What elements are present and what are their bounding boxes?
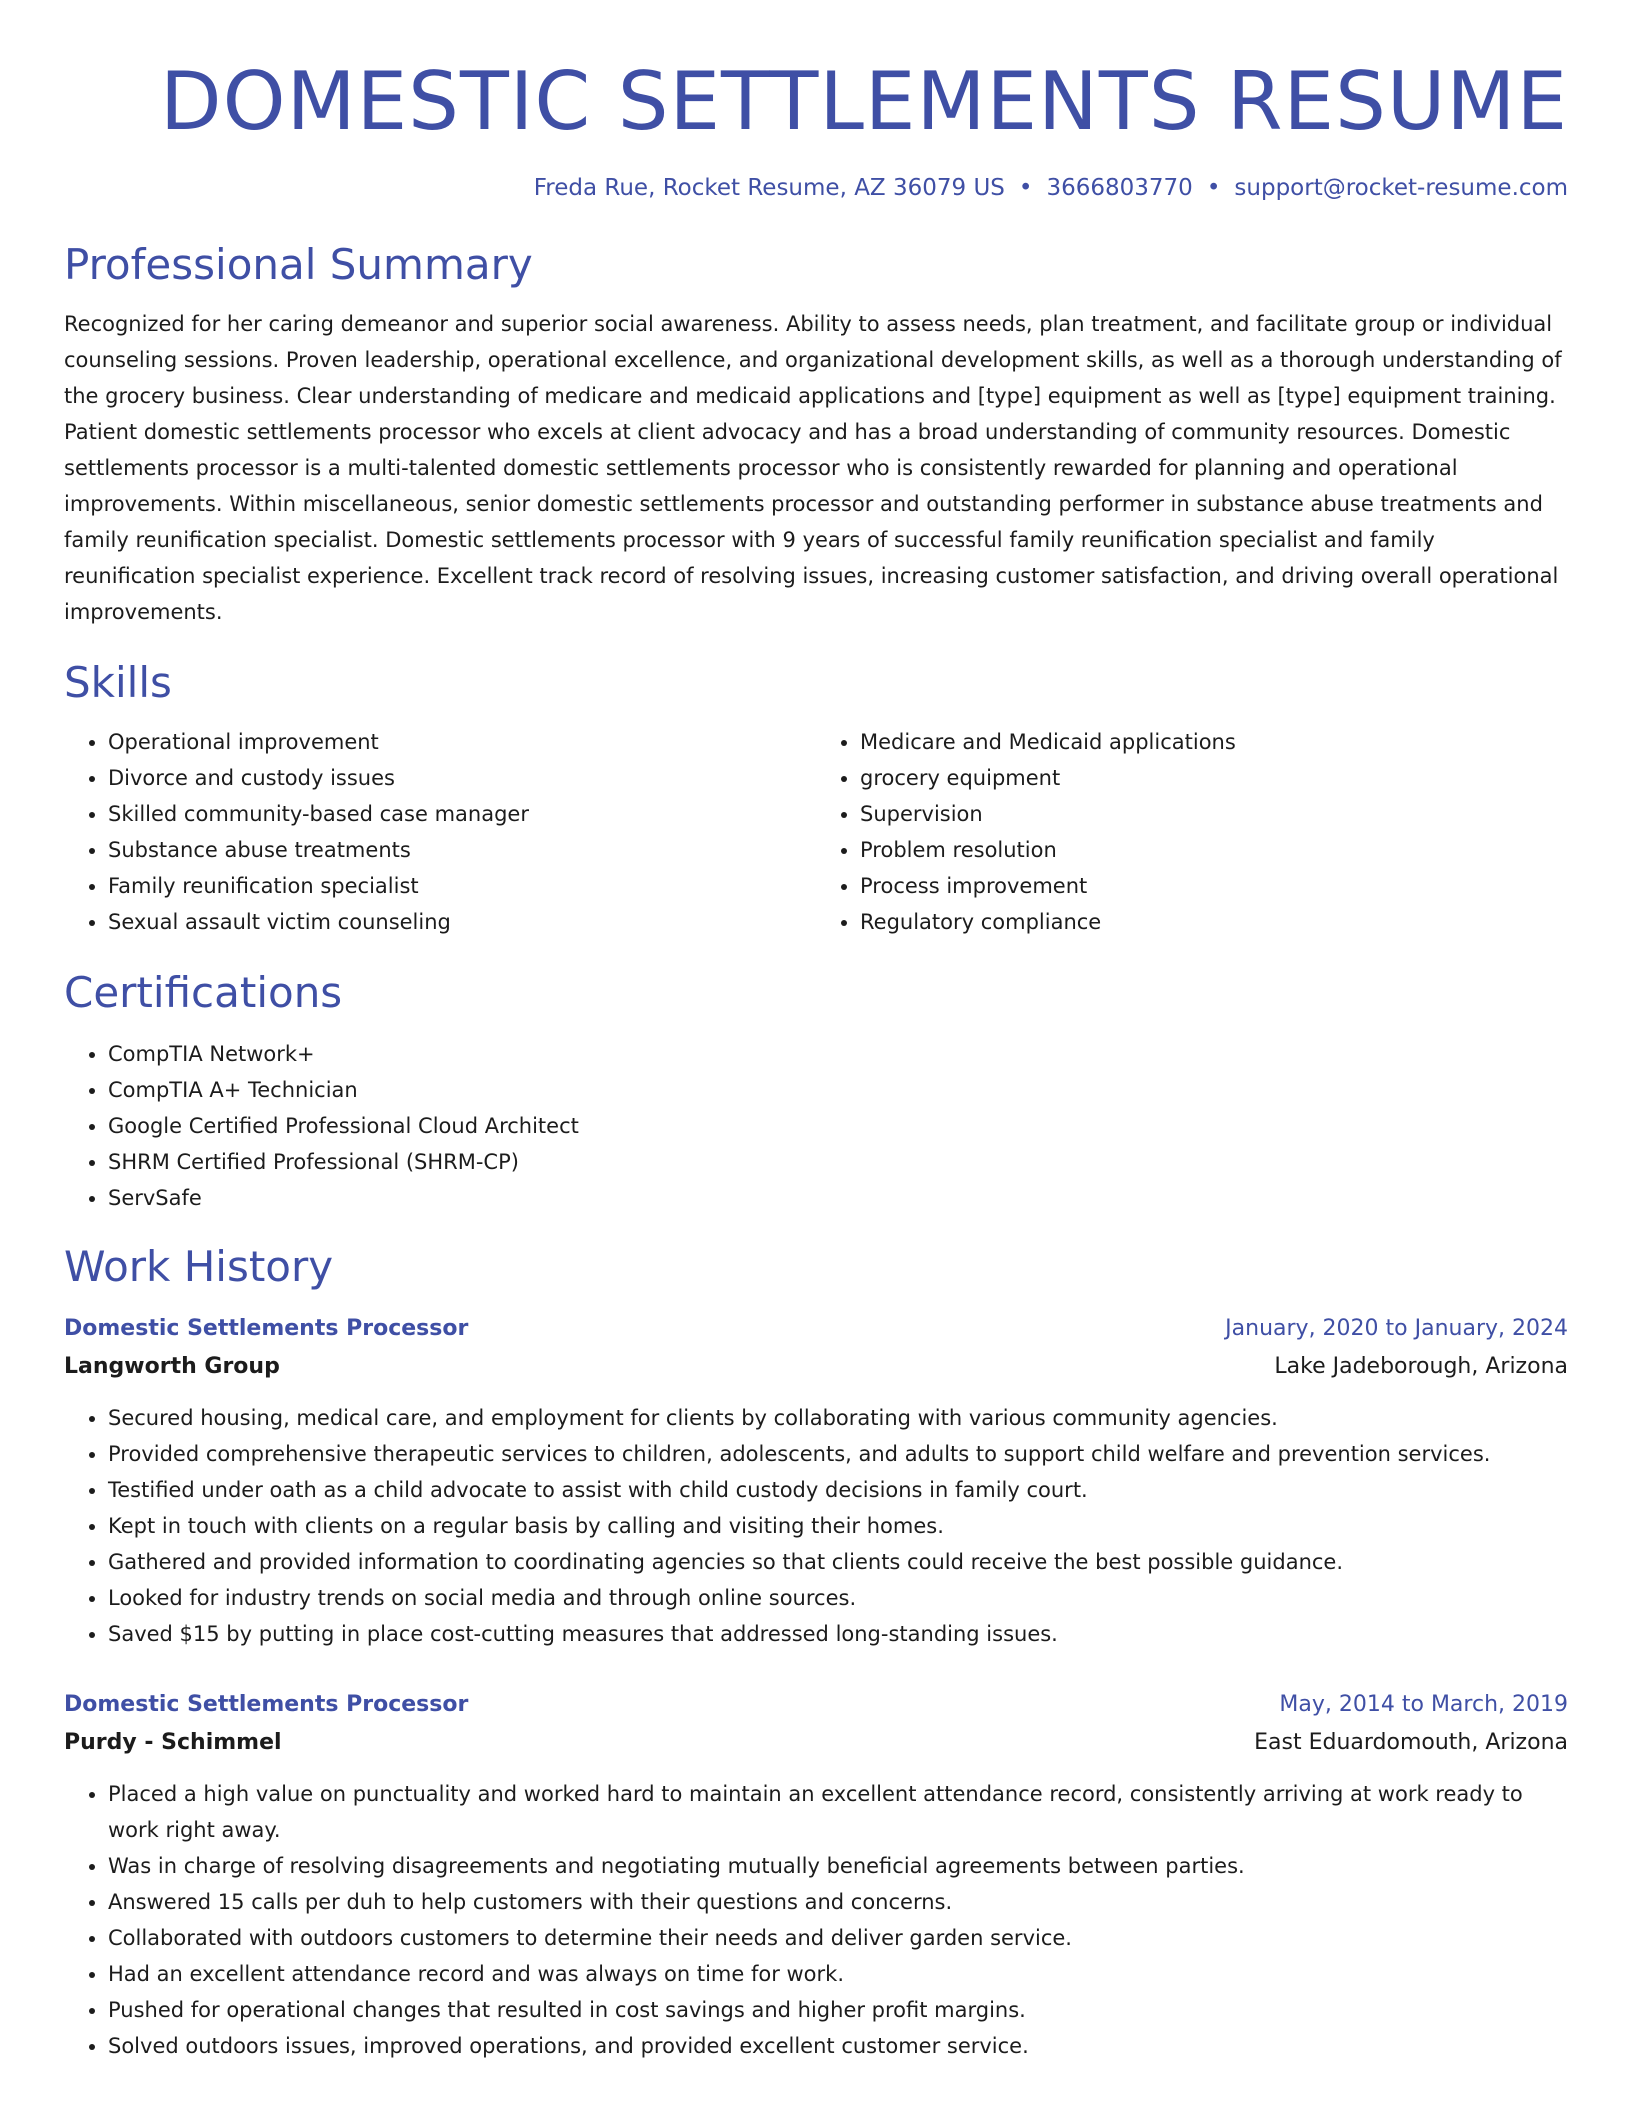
contact-separator: • bbox=[1206, 175, 1221, 201]
skill-item: • Divorce and custody issues bbox=[108, 760, 816, 796]
skill-item: • Substance abuse treatments bbox=[108, 832, 816, 868]
contact-address: Freda Rue, Rocket Resume, AZ 36079 US bbox=[533, 175, 1005, 201]
job-bullets bbox=[64, 1776, 1568, 2064]
certification-item: • ServSafe bbox=[108, 1180, 1568, 1216]
skill-item: • Process improvement bbox=[860, 868, 1568, 904]
job-bullet: • Provided comprehensive therapeutic services to children, adolescents, and adults to support child welfare and prevention services. bbox=[108, 1436, 1568, 1472]
certification-item: • Google Certified Professional Cloud Architect bbox=[108, 1108, 1568, 1144]
skills-list-left bbox=[64, 724, 816, 940]
skill-item: • Supervision bbox=[860, 796, 1568, 832]
certifications-heading: Certifications bbox=[64, 968, 343, 1017]
job-bullet: • Had an excellent attendance record and was always on time for work. bbox=[108, 1956, 1568, 1992]
summary-heading: Professional Summary bbox=[64, 240, 533, 289]
skill-item: • Problem resolution bbox=[860, 832, 1568, 868]
job-title: Domestic Settlements Processor bbox=[64, 1692, 469, 1717]
job-dates: January, 2020 to January, 2024 bbox=[1225, 1316, 1568, 1341]
job-dates: May, 2014 to March, 2019 bbox=[1279, 1692, 1568, 1717]
skill-item: • Sexual assault victim counseling bbox=[108, 904, 816, 940]
job-header-row bbox=[64, 1686, 1568, 1724]
contact-phone: 3666803770 bbox=[1046, 175, 1193, 201]
job-entry bbox=[64, 1310, 1568, 1652]
skill-item: • Operational improvement bbox=[108, 724, 816, 760]
certification-item: • SHRM Certified Professional (SHRM-CP) bbox=[108, 1144, 1568, 1180]
job-bullet: • Testified under oath as a child advocate to assist with child custody decisions in family court. bbox=[108, 1472, 1568, 1508]
certification-item: • CompTIA Network+ bbox=[108, 1036, 1568, 1072]
job-title: Domestic Settlements Processor bbox=[64, 1316, 469, 1341]
job-bullet: • Kept in touch with clients on a regular basis by calling and visiting their homes. bbox=[108, 1508, 1568, 1544]
job-company: Langworth Group bbox=[64, 1354, 280, 1379]
contact-line bbox=[64, 172, 1568, 204]
certification-item: • CompTIA A+ Technician bbox=[108, 1072, 1568, 1108]
skill-item: • Family reunification specialist bbox=[108, 868, 816, 904]
job-company-row bbox=[64, 1348, 1568, 1386]
skill-item: • Medicare and Medicaid applications bbox=[860, 724, 1568, 760]
job-bullet: • Solved outdoors issues, improved operations, and provided excellent customer service. bbox=[108, 2028, 1568, 2064]
skill-item: • grocery equipment bbox=[860, 760, 1568, 796]
contact-email: support@rocket-resume.com bbox=[1234, 175, 1568, 201]
skill-item: • Regulatory compliance bbox=[860, 904, 1568, 940]
job-bullet: • Looked for industry trends on social media and through online sources. bbox=[108, 1580, 1568, 1616]
job-header-row bbox=[64, 1310, 1568, 1348]
job-bullet: • Answered 15 calls per duh to help customers with their questions and concerns. bbox=[108, 1884, 1568, 1920]
contact-separator: • bbox=[1018, 175, 1033, 201]
job-bullet: • Secured housing, medical care, and employment for clients by collaborating with various community agencies. bbox=[108, 1400, 1568, 1436]
job-bullet: • Pushed for operational changes that resulted in cost savings and higher profit margins. bbox=[108, 1992, 1568, 2028]
resume-title: DOMESTIC SETTLEMENTS RESUME bbox=[160, 55, 1568, 148]
job-location: East Eduardomouth, Arizona bbox=[1254, 1730, 1568, 1755]
certifications-list bbox=[64, 1036, 1568, 1216]
job-bullet: • Was in charge of resolving disagreements and negotiating mutually beneficial agreements between parties. bbox=[108, 1848, 1568, 1884]
job-bullet: • Gathered and provided information to coordinating agencies so that clients could receive the best possible guidance. bbox=[108, 1544, 1568, 1580]
skills-list-right bbox=[816, 724, 1568, 940]
skill-item: • Skilled community-based case manager bbox=[108, 796, 816, 832]
skills-heading: Skills bbox=[64, 658, 172, 707]
skills-grid bbox=[64, 724, 1568, 940]
summary-text: Recognized for her caring demeanor and superior social awareness. Ability to assess needs, plan treatment, and facilitate group or individual counseling sessions. Proven leadership, operational excellence, and organizational development skills, as well as a thorough understanding of the grocery business. Clear understanding of medicare and medicaid applications and [type] equipment as well as [type] equipment training. Patient domestic settlements processor who excels at client advocacy and has a broad understanding of community resources. Domestic settlements processor is a multi-talented domestic settlements processor who is consistently rewarded for planning and operational improvements. Within miscellaneous, senior domestic settlements processor and outstanding performer in substance abuse treatments and family reunification specialist. Domestic settlements processor with 9 years of successful family reunification specialist and family reunification specialist experience. Excellent track record of resolving issues, increasing customer satisfaction, and driving overall operational improvements. bbox=[64, 312, 1562, 624]
job-bullet: • Saved $15 by putting in place cost-cutting measures that addressed long-standing issues. bbox=[108, 1616, 1568, 1652]
job-entry bbox=[64, 1686, 1568, 2064]
job-company: Purdy - Schimmel bbox=[64, 1730, 282, 1755]
job-company-row bbox=[64, 1724, 1568, 1762]
job-bullets bbox=[64, 1400, 1568, 1652]
job-location: Lake Jadeborough, Arizona bbox=[1274, 1354, 1568, 1379]
work-history-heading: Work History bbox=[64, 1242, 334, 1291]
job-bullet: • Collaborated with outdoors customers to determine their needs and deliver garden service. bbox=[108, 1920, 1568, 1956]
job-bullet: • Placed a high value on punctuality and worked hard to maintain an excellent attendance record, consistently arriving at work ready to work right away. bbox=[108, 1776, 1568, 1848]
